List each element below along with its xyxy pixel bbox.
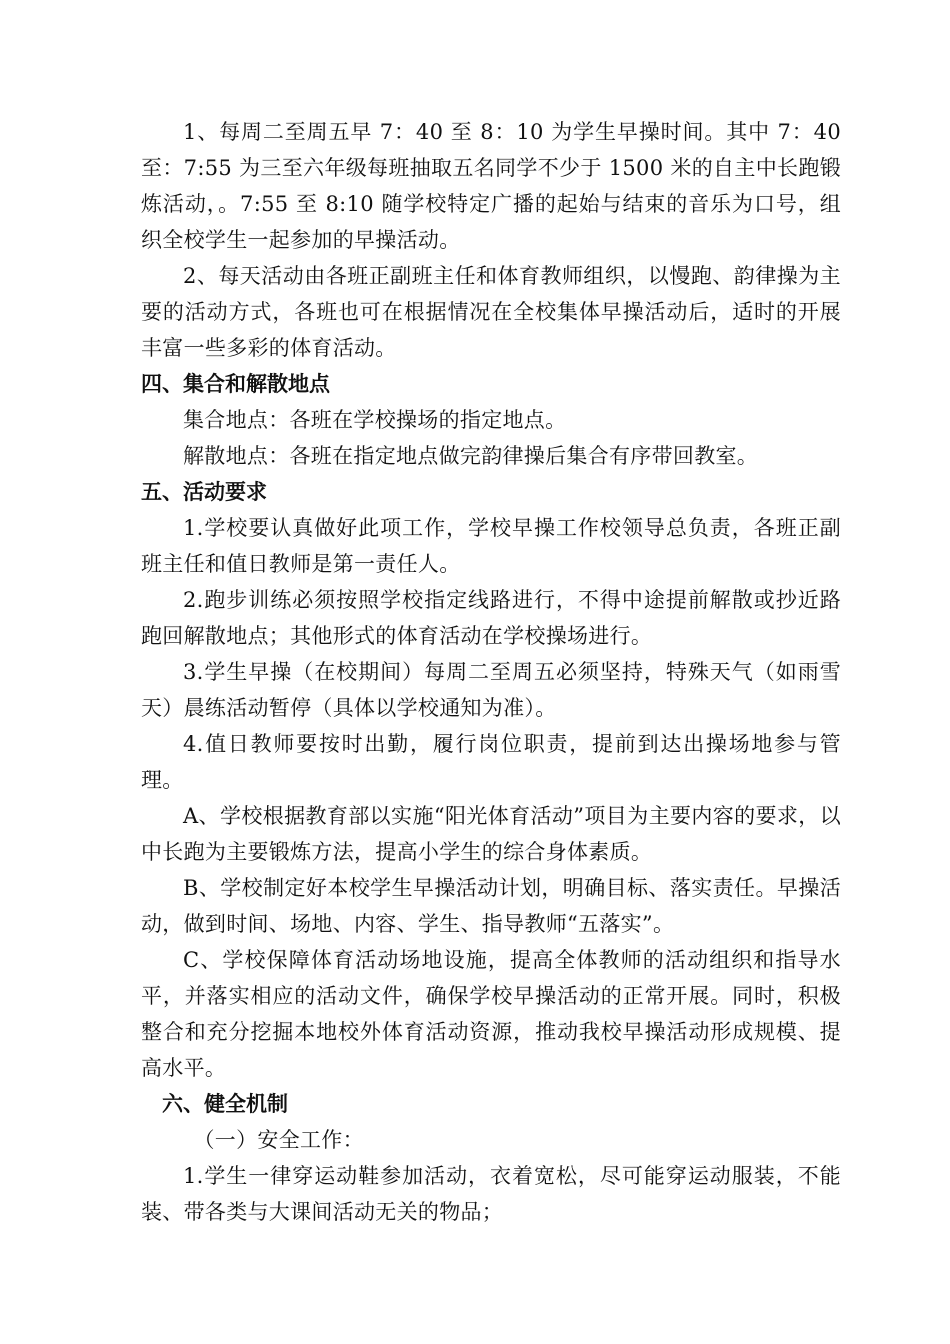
paragraph-requirement-b: B、学校制定好本校学生早操活动计划，明确目标、落实责任。早操活动，做到时间、场地、内容、学生、指导教师“五落实”。 — [141, 876, 841, 936]
paragraph-requirement-3: 3.学生早操（在校期间）每周二至周五必须坚持，特殊天气（如雨雪天）晨练活动暂停（具体以学校通知为准）。 — [141, 660, 841, 720]
paragraph-gathering-place: 集合地点：各班在学校操场的指定地点。 — [183, 408, 567, 432]
paragraph-dismissal-place: 解散地点：各班在指定地点做完韵律操后集合有序带回教室。 — [183, 444, 759, 468]
section-heading-gathering-places: 四、集合和解散地点 — [141, 372, 330, 396]
paragraph-requirement-a: A、学校根据教育部以实施“阳光体育活动”项目为主要内容的要求，以中长跑为主要锻炼方法，提高小学生的综合身体素质。 — [141, 804, 841, 864]
section-heading-mechanism: 六、健全机制 — [162, 1092, 288, 1116]
paragraph-requirement-c: C、学校保障体育活动场地设施，提高全体教师的活动组织和指导水平，并落实相应的活动文件，确保学校早操活动的正常开展。同时，积极整合和充分挖掘本地校外体育活动资源，推动我校早操活动形成规模、提高水平。 — [141, 948, 841, 1080]
paragraph-safety-item-1: 1.学生一律穿运动鞋参加活动，衣着宽松，尽可能穿运动服装，不能装、带各类与大课间活动无关的物品； — [141, 1164, 841, 1224]
subheading-safety-work: （一）安全工作： — [193, 1128, 364, 1152]
paragraph-requirement-4: 4.值日教师要按时出勤，履行岗位职责，提前到达出操场地参与管理。 — [141, 732, 841, 792]
paragraph-requirement-2: 2.跑步训练必须按照学校指定线路进行，不得中途提前解散或抄近路跑回解散地点；其他形式的体育活动在学校操场进行。 — [141, 588, 841, 648]
paragraph-requirement-1: 1.学校要认真做好此项工作，学校早操工作校领导总负责，各班正副班主任和值日教师是第一责任人。 — [141, 516, 841, 576]
section-heading-activity-requirements: 五、活动要求 — [141, 480, 267, 504]
paragraph-activity-organization: 2、每天活动由各班正副班主任和体育教师组织，以慢跑、韵律操为主要的活动方式，各班也可在根据情况在全校集体早操活动后，适时的开展丰富一些多彩的体育活动。 — [141, 264, 841, 360]
paragraph-morning-exercise-time: 1、每周二至周五早 7：40 至 8：10 为学生早操时间。其中 7：40 至：7:55 为三至六年级每班抽取五名同学不少于 1500 米的自主中长跑锻炼活动，。7:55 至 8:10 随学校特定广播的起始与结束的音乐为口号，组织全校学生一起参加的早操活动。 — [141, 120, 841, 252]
document-body — [141, 114, 841, 1230]
